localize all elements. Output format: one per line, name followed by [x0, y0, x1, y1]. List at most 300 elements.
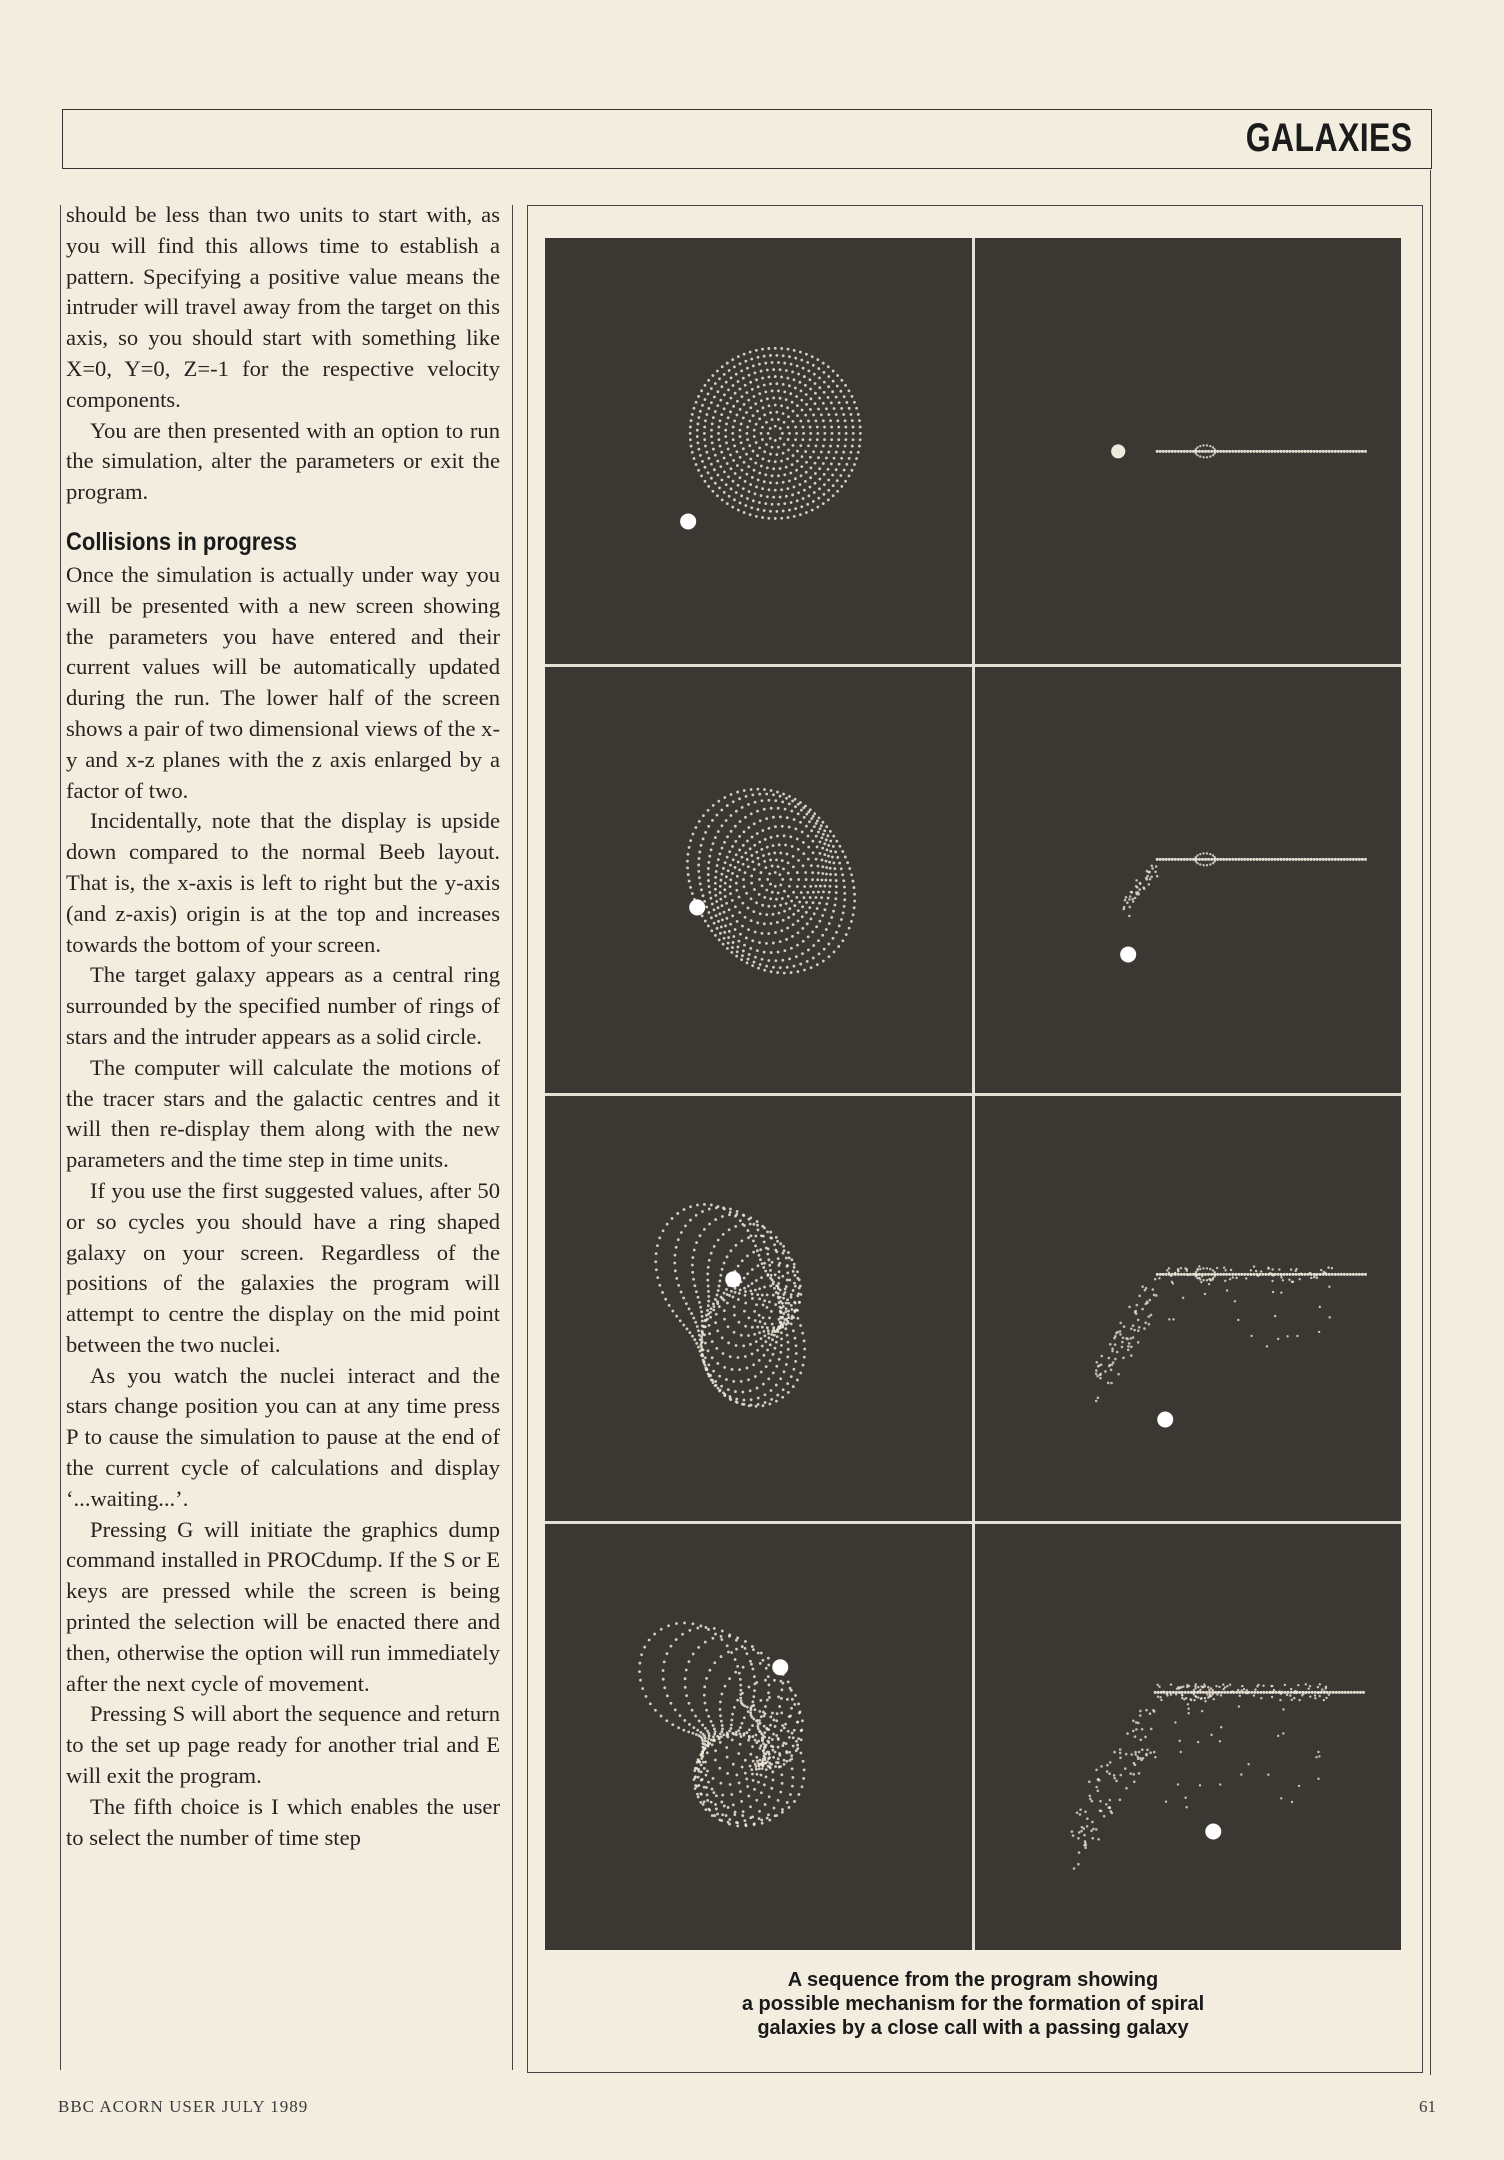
star-point [697, 1329, 700, 1332]
star-point [830, 462, 833, 465]
star-point [1261, 450, 1264, 453]
star-point [779, 1288, 782, 1291]
star-point [790, 899, 793, 902]
star-point [701, 1755, 704, 1758]
star-point [807, 935, 810, 938]
star-point [750, 1398, 753, 1401]
star-point [1152, 1751, 1155, 1754]
star-point [738, 911, 741, 914]
star-point [1099, 1800, 1102, 1803]
star-point [800, 474, 803, 477]
star-point [734, 905, 737, 908]
star-point [1235, 1276, 1237, 1278]
star-point [688, 879, 691, 882]
star-point [697, 1295, 700, 1298]
star-point [749, 381, 752, 384]
star-point [825, 407, 828, 410]
star-point [781, 1274, 784, 1277]
star-point [732, 405, 735, 408]
star-point [730, 1719, 733, 1722]
star-point [779, 368, 782, 371]
star-point [1343, 1691, 1346, 1694]
star-point [793, 964, 796, 967]
star-point [686, 866, 689, 869]
star-point [816, 963, 819, 966]
star-point [1309, 450, 1312, 453]
star-point [698, 820, 701, 823]
star-point [1262, 1685, 1264, 1687]
star-point [853, 893, 856, 896]
star-point [1348, 450, 1351, 453]
star-point [724, 429, 727, 432]
star-point [822, 833, 825, 836]
star-point [698, 1761, 701, 1764]
star-point [1170, 450, 1173, 453]
star-point [1209, 1267, 1211, 1269]
star-point [1138, 882, 1141, 885]
star-point [1113, 1751, 1116, 1754]
star-point [1183, 1691, 1186, 1694]
star-point [774, 1303, 777, 1306]
star-point [750, 358, 753, 361]
star-point [756, 788, 759, 791]
star-point [762, 1749, 765, 1752]
star-point [770, 922, 773, 925]
star-point [1214, 1273, 1216, 1275]
star-point [787, 426, 790, 429]
star-point [722, 1232, 725, 1235]
star-point [691, 1263, 694, 1266]
star-point [721, 479, 724, 482]
star-point [791, 420, 794, 423]
star-point [1194, 452, 1196, 454]
star-point [828, 922, 831, 925]
star-point [639, 1679, 642, 1682]
star-point [799, 1292, 802, 1295]
star-point [770, 1389, 773, 1392]
star-point [850, 451, 853, 454]
star-point [753, 822, 756, 825]
star-point [753, 395, 756, 398]
star-point [1203, 1292, 1205, 1294]
star-point [720, 1801, 723, 1804]
star-point [793, 1266, 796, 1269]
star-point [815, 444, 818, 447]
star-point [761, 904, 764, 907]
star-point [792, 410, 795, 413]
star-point [751, 388, 754, 391]
star-point [1321, 1689, 1323, 1691]
star-point [711, 422, 714, 425]
star-point [824, 908, 827, 911]
star-point [774, 517, 777, 520]
star-point [1122, 907, 1125, 910]
simulation-figure [545, 238, 1401, 1950]
star-point [701, 460, 704, 463]
star-point [855, 407, 858, 410]
star-point [764, 502, 767, 505]
star-point [723, 1207, 726, 1210]
star-point [760, 399, 763, 402]
star-point [735, 810, 738, 813]
star-point [1203, 1697, 1205, 1699]
star-point [714, 1731, 717, 1734]
star-point [733, 498, 736, 501]
star-point [1193, 1699, 1195, 1701]
star-point [816, 358, 819, 361]
star-point [809, 896, 812, 899]
star-point [747, 826, 750, 829]
star-point [1252, 1272, 1255, 1275]
star-point [749, 1707, 752, 1710]
star-point [736, 450, 739, 453]
star-point [1120, 1345, 1123, 1348]
star-point [809, 426, 812, 429]
star-point [821, 865, 824, 868]
star-point [761, 1767, 764, 1770]
star-point [1202, 1267, 1204, 1269]
star-point [710, 1739, 713, 1742]
star-point [805, 878, 808, 881]
star-point [1130, 1354, 1133, 1357]
column-rule-left [60, 205, 61, 2070]
star-point [810, 817, 813, 820]
star-point [753, 1689, 756, 1692]
star-point [726, 917, 729, 920]
star-point [745, 892, 748, 895]
star-point [782, 1244, 785, 1247]
subheading: Collisions in progress [66, 527, 298, 556]
star-point [748, 1316, 751, 1319]
star-point [777, 418, 780, 421]
star-point [737, 355, 740, 358]
star-point [805, 824, 808, 827]
star-point [1318, 450, 1321, 453]
star-point [1351, 450, 1354, 453]
star-point [771, 1260, 774, 1263]
star-point [649, 1703, 652, 1706]
star-point [817, 939, 820, 942]
star-point [726, 1756, 729, 1759]
star-point [776, 971, 779, 974]
star-point [782, 867, 785, 870]
star-point [1250, 1334, 1252, 1336]
star-point [782, 354, 785, 357]
star-point [1316, 1686, 1318, 1688]
star-point [708, 1669, 711, 1672]
star-point [788, 825, 791, 828]
star-point [741, 1259, 744, 1262]
star-point [1322, 1699, 1324, 1701]
star-point [817, 890, 820, 893]
star-point [697, 870, 700, 873]
star-point [776, 790, 779, 793]
star-point [731, 1368, 734, 1371]
star-point [777, 1738, 780, 1741]
star-point [1267, 1267, 1269, 1269]
star-point [643, 1646, 646, 1649]
star-point [688, 1629, 691, 1632]
star-point [746, 839, 749, 842]
star-point [793, 1310, 796, 1313]
star-point [729, 922, 732, 925]
star-point [767, 517, 770, 520]
star-point [781, 859, 784, 862]
star-point [746, 432, 749, 435]
star-point [803, 489, 806, 492]
star-point [1325, 1697, 1327, 1699]
star-point [738, 868, 741, 871]
star-point [713, 468, 716, 471]
star-point [1231, 1272, 1234, 1275]
star-point [751, 964, 754, 967]
star-point [1324, 450, 1327, 453]
star-point [805, 812, 808, 815]
star-point [764, 1679, 767, 1682]
star-point [710, 1720, 713, 1723]
star-point [766, 1326, 769, 1329]
star-point [1237, 450, 1240, 453]
star-point [1199, 1689, 1201, 1691]
star-point [807, 420, 810, 423]
star-point [843, 395, 846, 398]
star-point [842, 911, 845, 914]
star-point [744, 851, 747, 854]
star-point [1139, 1757, 1142, 1760]
star-point [714, 1750, 717, 1753]
star-point [787, 1309, 790, 1312]
star-point [759, 963, 762, 966]
header-right-edge [1431, 109, 1432, 168]
star-point [704, 1740, 707, 1743]
star-point [771, 864, 774, 867]
star-point [689, 438, 692, 441]
star-point [741, 1402, 744, 1405]
star-point [762, 854, 765, 857]
star-point [1123, 899, 1126, 902]
star-point [732, 1295, 735, 1298]
star-point [759, 1258, 762, 1261]
star-point [792, 1329, 795, 1332]
star-point [793, 1800, 796, 1803]
star-point [1202, 1279, 1204, 1281]
star-point [713, 1245, 716, 1248]
star-point [740, 1239, 743, 1242]
star-point [755, 1734, 758, 1737]
star-point [1176, 858, 1179, 861]
star-point [783, 362, 786, 365]
star-point [1246, 858, 1249, 861]
star-point [742, 1213, 745, 1216]
star-point [756, 832, 759, 835]
star-point [1210, 858, 1213, 861]
star-point [677, 1283, 680, 1286]
star-point [766, 845, 769, 848]
star-point [759, 1722, 762, 1725]
star-point [1118, 1748, 1121, 1751]
star-point [1084, 1847, 1087, 1850]
star-point [691, 1732, 694, 1735]
star-point [682, 1729, 685, 1732]
star-point [691, 1709, 694, 1712]
star-point [686, 1327, 689, 1330]
star-point [1084, 1811, 1087, 1814]
star-point [823, 391, 826, 394]
star-point [751, 1268, 754, 1271]
star-point [796, 837, 799, 840]
star-point [1288, 450, 1291, 453]
star-point [756, 949, 759, 952]
star-point [761, 829, 764, 832]
star-point [756, 1325, 759, 1328]
star-point [695, 1290, 698, 1293]
star-point [723, 1291, 726, 1294]
star-point [777, 1758, 780, 1761]
star-point [1318, 1683, 1320, 1685]
star-point [706, 1368, 709, 1371]
star-point [749, 847, 752, 850]
star-point [810, 917, 813, 920]
star-point [742, 417, 745, 420]
star-point [1228, 858, 1231, 861]
star-point [662, 1229, 665, 1232]
star-point [1149, 1728, 1152, 1731]
star-point [733, 419, 736, 422]
star-point [1144, 1286, 1147, 1289]
star-point [1108, 1773, 1111, 1776]
star-point [714, 888, 717, 891]
star-point [759, 819, 762, 822]
star-point [787, 1730, 790, 1733]
star-point [823, 473, 826, 476]
star-point [768, 460, 771, 463]
star-point [1104, 1370, 1107, 1373]
star-point [781, 1315, 784, 1318]
star-point [732, 426, 735, 429]
star-point [777, 390, 780, 393]
star-point [768, 488, 771, 491]
star-point [693, 1248, 696, 1251]
star-point [1126, 1348, 1129, 1351]
star-point [761, 438, 764, 441]
star-point [758, 501, 761, 504]
star-point [1179, 1267, 1181, 1269]
star-point [845, 401, 848, 404]
star-point [763, 1725, 766, 1728]
star-point [762, 406, 765, 409]
star-point [827, 499, 830, 502]
star-point [744, 1640, 747, 1643]
star-point [1223, 1686, 1225, 1688]
star-point [720, 1635, 723, 1638]
star-point [780, 1712, 783, 1715]
star-point [1137, 1722, 1140, 1725]
star-point [714, 482, 717, 485]
star-point [829, 850, 832, 853]
star-point [1276, 1337, 1278, 1339]
star-point [697, 416, 700, 419]
star-point [772, 844, 775, 847]
star-point [790, 1375, 793, 1378]
star-point [1246, 1272, 1249, 1275]
star-point [1146, 1749, 1149, 1752]
panel-xy-2 [545, 667, 972, 1093]
star-point [752, 499, 755, 502]
star-point [788, 480, 791, 483]
star-point [700, 1335, 703, 1338]
star-point [760, 1819, 763, 1822]
star-point [739, 1733, 742, 1736]
star-point [815, 419, 818, 422]
star-point [730, 487, 733, 490]
star-point [737, 1298, 740, 1301]
star-point [790, 809, 793, 812]
star-point [1215, 1266, 1217, 1268]
star-point [787, 348, 790, 351]
star-point [787, 1301, 790, 1304]
star-point [704, 466, 707, 469]
star-point [704, 1809, 707, 1812]
star-point [695, 401, 698, 404]
star-point [790, 1258, 793, 1261]
star-point [697, 863, 700, 866]
star-point [1149, 1313, 1152, 1316]
star-point [844, 419, 847, 422]
star-point [1208, 1694, 1210, 1696]
star-point [758, 472, 761, 475]
star-point [757, 1652, 760, 1655]
star-point [800, 390, 803, 393]
star-point [845, 432, 848, 435]
star-point [1296, 1334, 1298, 1336]
star-point [771, 446, 774, 449]
star-point [714, 1759, 717, 1762]
star-point [785, 1310, 788, 1313]
star-point [779, 815, 782, 818]
star-point [705, 1677, 708, 1680]
star-point [789, 392, 792, 395]
star-point [796, 450, 799, 453]
star-point [1080, 1826, 1083, 1829]
star-point [737, 945, 740, 948]
star-point [739, 1790, 742, 1793]
star-point [1206, 1694, 1208, 1696]
star-point [1345, 1272, 1348, 1275]
star-point [827, 854, 830, 857]
star-point [732, 941, 735, 944]
star-point [786, 377, 789, 380]
star-point [1166, 1695, 1168, 1697]
star-point [1184, 1797, 1186, 1799]
star-point [805, 393, 808, 396]
star-point [816, 907, 819, 910]
star-point [719, 897, 722, 900]
star-point [805, 353, 808, 356]
star-point [814, 462, 817, 465]
star-point [758, 1730, 761, 1733]
star-point [702, 814, 705, 817]
star-point [1226, 1691, 1229, 1694]
star-point [730, 376, 733, 379]
star-point [1158, 858, 1161, 861]
star-point [728, 495, 731, 498]
star-point [778, 1270, 781, 1273]
star-point [736, 790, 739, 793]
star-point [1321, 858, 1324, 861]
star-point [1213, 1271, 1215, 1273]
star-point [1196, 862, 1198, 864]
star-point [827, 468, 830, 471]
